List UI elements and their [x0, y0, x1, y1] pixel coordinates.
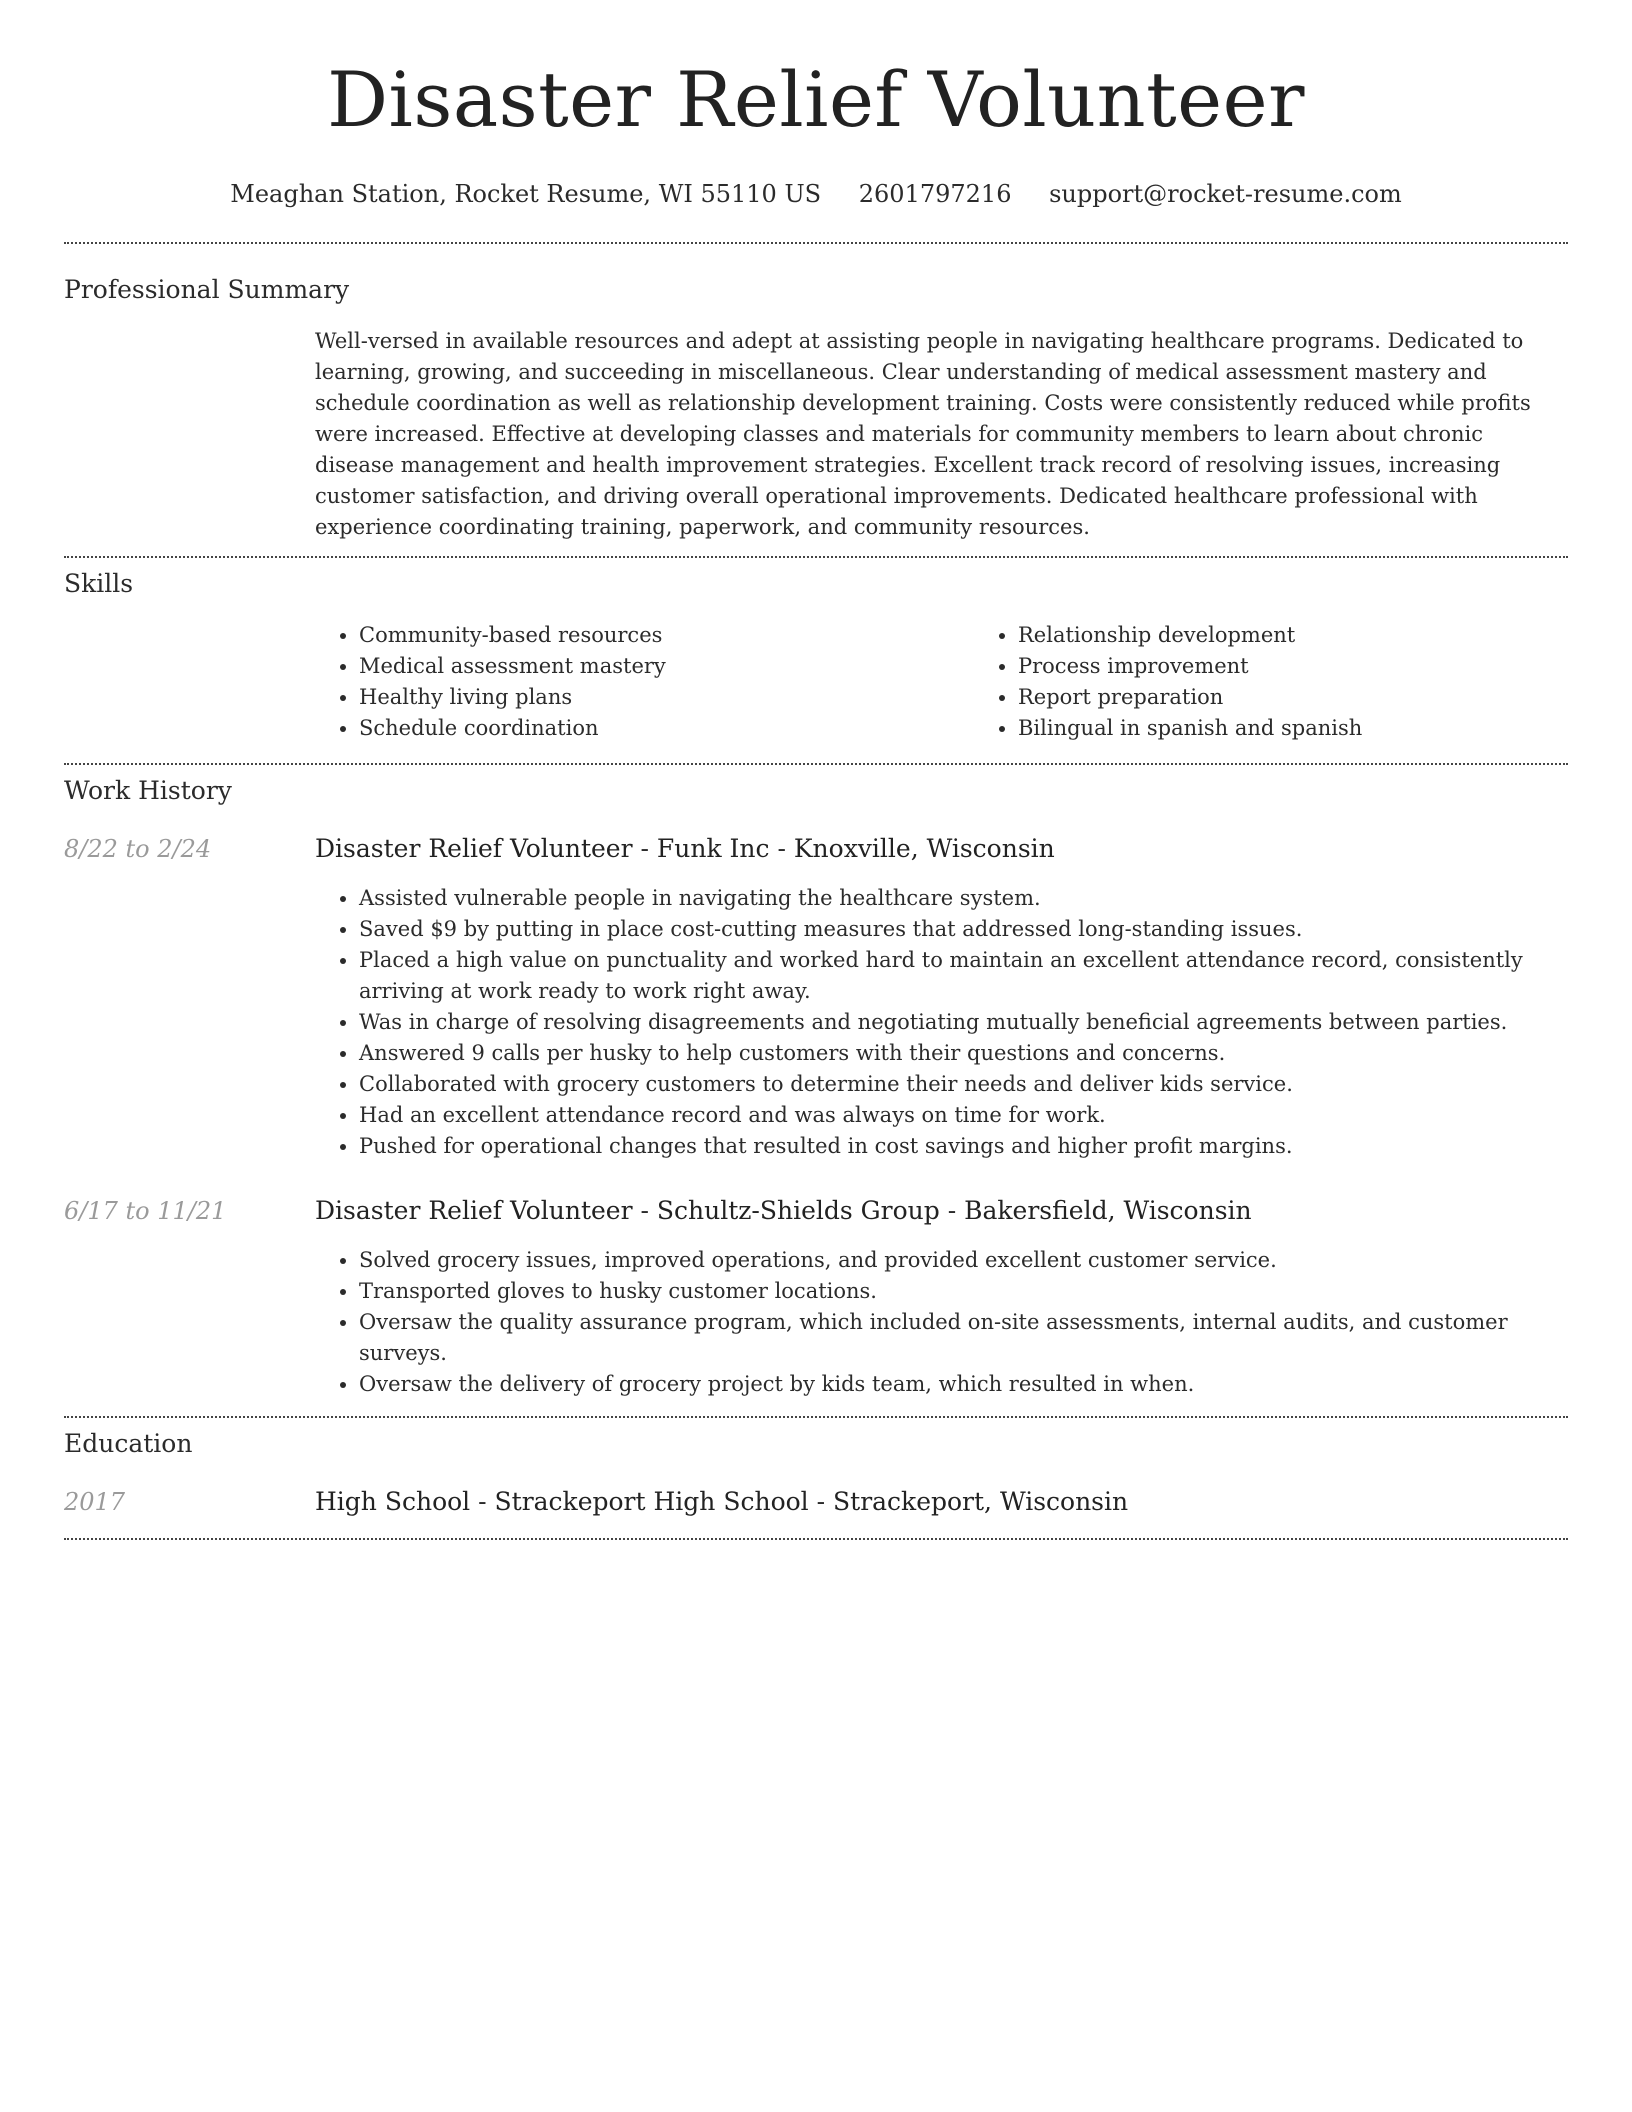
section-divider: [64, 242, 1568, 244]
separator: -: [808, 1487, 834, 1516]
skills-list-left: [315, 620, 974, 744]
education-year: 2017: [64, 1488, 126, 1516]
job-entry: [64, 833, 1568, 1162]
separator: -: [632, 834, 657, 863]
contact-address: Meaghan Station, Rocket Resume, WI 55110 US: [230, 180, 822, 208]
job-body: [64, 1245, 1568, 1400]
skills-section: [64, 568, 1568, 744]
job-company: Funk Inc: [656, 834, 770, 863]
education-degree: High School: [315, 1487, 471, 1516]
skill-item: • Bilingual in spanish and spanish: [1018, 713, 1568, 744]
summary-section: [64, 274, 1568, 543]
separator: -: [769, 834, 794, 863]
section-divider: [64, 1538, 1568, 1540]
skills-list-right: [974, 620, 1568, 744]
skill-item: • Schedule coordination: [359, 713, 974, 744]
job-location: Knoxville, Wisconsin: [793, 834, 1055, 863]
skill-item: • Report preparation: [1018, 682, 1568, 713]
job-title-line: [315, 833, 1568, 865]
job-title-line: [315, 1195, 1568, 1227]
job-dates: 6/17 to 11/21: [64, 1197, 227, 1225]
job-bullet: • Oversaw the delivery of grocery project by kids team, which resulted in when.: [359, 1369, 1568, 1400]
job-location: Bakersfield, Wisconsin: [964, 1196, 1252, 1225]
job-body: [64, 883, 1568, 1162]
separator: -: [632, 1196, 657, 1225]
summary-row: [64, 326, 1568, 543]
section-divider: [64, 556, 1568, 558]
education-entry: [64, 1486, 1568, 1518]
job-entry: [64, 1195, 1568, 1400]
job-bullet: • Solved grocery issues, improved operations, and provided excellent customer service.: [359, 1245, 1568, 1276]
job-bullets-wrap: [315, 883, 1568, 1162]
job-bullet: • Transported gloves to husky customer locations.: [359, 1276, 1568, 1307]
job-bullets-wrap: [315, 1245, 1568, 1400]
education-location: Strackeport, Wisconsin: [833, 1487, 1129, 1516]
skill-item: • Community-based resources: [359, 620, 974, 651]
summary-body: [315, 326, 1568, 543]
job-bullet: • Oversaw the quality assurance program, which included on-site assessments, internal audits, and customer surveys.: [359, 1307, 1568, 1369]
education-heading: Education: [64, 1429, 193, 1458]
job-company: Schultz-Shields Group: [656, 1196, 940, 1225]
job-bullet: • Pushed for operational changes that resulted in cost savings and higher profit margins.: [359, 1131, 1568, 1162]
job-role: Disaster Relief Volunteer: [315, 1196, 633, 1225]
job-bullets: [315, 883, 1568, 1162]
job-bullet: • Was in charge of resolving disagreements and negotiating mutually beneficial agreements between parties.: [359, 1007, 1568, 1038]
job-left-spacer: [64, 1245, 315, 1400]
separator: -: [939, 1196, 965, 1225]
job-left-spacer: [64, 883, 315, 1162]
job-header: [64, 1195, 1568, 1227]
summary-heading: Professional Summary: [64, 275, 350, 304]
section-divider: [64, 1416, 1568, 1418]
separator: -: [470, 1487, 495, 1516]
job-bullet: • Placed a high value on punctuality and worked hard to maintain an excellent attendance record, consistently arriving at work ready to work right away.: [359, 945, 1568, 1007]
skills-heading: Skills: [64, 569, 134, 598]
summary-text: Well-versed in available resources and adept at assisting people in navigating healthcare programs. Dedicated to learning, growing, and succeeding in miscellaneous. Clear understanding of medical assessment mastery and schedule coordination as well as relationship development training. Costs were consistently reduced while profits were increased. Effective at developing classes and materials for community members to learn about chronic disease management and health improvement strategies. Excellent track record of resolving issues, increasing customer satisfaction, and driving overall operational improvements. Dedicated healthcare professional with experience coordinating training, paperwork, and community resources.: [315, 329, 1531, 539]
job-dates: 8/22 to 2/24: [64, 835, 212, 863]
education-section: [64, 1428, 1568, 1518]
skill-item: • Medical assessment mastery: [359, 651, 974, 682]
work-section: [64, 775, 1568, 1400]
contact-email: support@rocket-resume.com: [1049, 180, 1402, 208]
contact-line: [64, 178, 1568, 210]
skills-grid: [315, 620, 1568, 744]
job-bullet: • Assisted vulnerable people in navigating the healthcare system.: [359, 883, 1568, 914]
summary-left-spacer: [64, 326, 315, 543]
skill-item: • Relationship development: [1018, 620, 1568, 651]
contact-phone: 2601797216: [858, 180, 1012, 208]
job-header: [64, 833, 1568, 865]
job-bullet: • Collaborated with grocery customers to determine their needs and deliver kids service.: [359, 1069, 1568, 1100]
skill-item: • Healthy living plans: [359, 682, 974, 713]
education-school: Strackeport High School: [494, 1487, 809, 1516]
job-bullet: • Had an excellent attendance record and was always on time for work.: [359, 1100, 1568, 1131]
job-role: Disaster Relief Volunteer: [315, 834, 633, 863]
work-heading: Work History: [64, 776, 232, 805]
job-bullet: • Answered 9 calls per husky to help customers with their questions and concerns.: [359, 1038, 1568, 1069]
skill-item: • Process improvement: [1018, 651, 1568, 682]
resume-title: Disaster Relief Volunteer: [327, 55, 1305, 144]
job-bullet: • Saved $9 by putting in place cost-cutting measures that addressed long-standing issues.: [359, 914, 1568, 945]
skills-left-spacer: [64, 620, 315, 744]
job-bullets: [315, 1245, 1568, 1400]
section-divider: [64, 763, 1568, 765]
skills-row: [64, 620, 1568, 744]
education-line: [315, 1486, 1568, 1518]
